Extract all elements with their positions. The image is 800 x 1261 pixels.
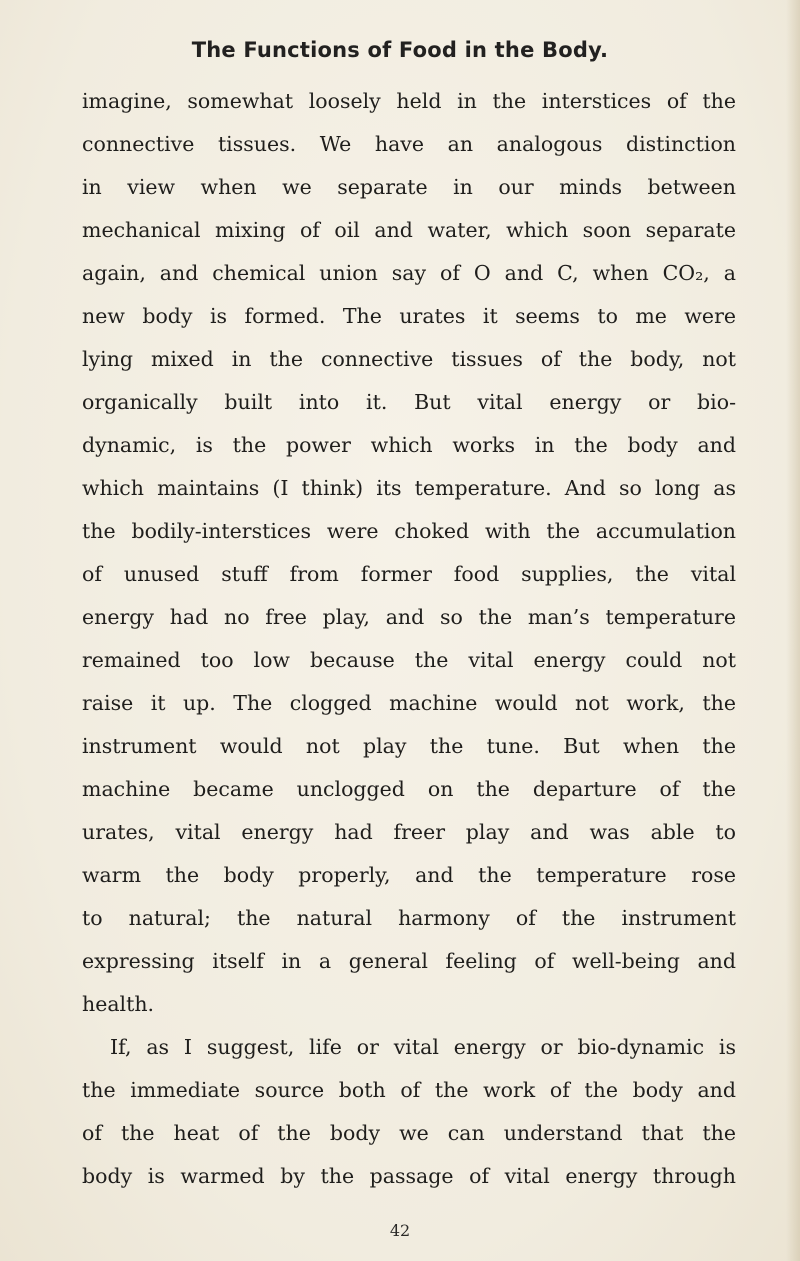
text-line: organically built into it. But vital energy or bio-: [82, 390, 736, 414]
text-line: the bodily-interstices were choked with the accumulation: [82, 519, 736, 543]
text-line: dynamic, is the power which works in the body and: [82, 433, 736, 457]
text-line: in view when we separate in our minds between: [82, 175, 736, 199]
text-line: body is warmed by the passage of vital energy through: [82, 1164, 736, 1188]
paragraph-end-line: health.: [82, 992, 155, 1016]
page-number: 42: [389, 1221, 411, 1240]
body-text: [82, 80, 736, 1198]
text-line: machine became unclogged on the departure of the: [82, 777, 736, 801]
text-line: raise it up. The clogged machine would not work, the: [82, 691, 736, 715]
text-line: lying mixed in the connective tissues of the body, not: [82, 347, 736, 371]
text-line: of unused stuff from former food supplies, the vital: [82, 562, 736, 586]
text-line: to natural; the natural harmony of the instrument: [82, 906, 736, 930]
page-edge-shadow: [786, 0, 800, 1261]
text-line: new body is formed. The urates it seems to me were: [82, 304, 736, 328]
text-line: connective tissues. We have an analogous distinction: [82, 132, 736, 156]
text-line: imagine, somewhat loosely held in the interstices of the: [82, 89, 736, 113]
text-line: energy had no free play, and so the man’s temperature: [82, 605, 736, 629]
text-line: urates, vital energy had freer play and was able to: [82, 820, 736, 844]
text-line: instrument would not play the tune. But when the: [82, 734, 736, 758]
text-line: the immediate source both of the work of the body and: [82, 1078, 736, 1102]
running-head: The Functions of Food in the Body.: [191, 38, 609, 62]
text-line: remained too low because the vital energy could not: [82, 648, 736, 672]
text-line: mechanical mixing of oil and water, which soon separate: [82, 218, 736, 242]
text-line: of the heat of the body we can understand that the: [82, 1121, 736, 1145]
text-line: again, and chemical union say of O and C, when CO₂, a: [82, 261, 736, 285]
text-line: expressing itself in a general feeling of well-being and: [82, 949, 736, 973]
text-line: which maintains (I think) its temperature. And so long as: [82, 476, 736, 500]
text-line: warm the body properly, and the temperature rose: [82, 863, 736, 887]
paragraph-start-line: If, as I suggest, life or vital energy or bio-dynamic is: [110, 1035, 736, 1059]
